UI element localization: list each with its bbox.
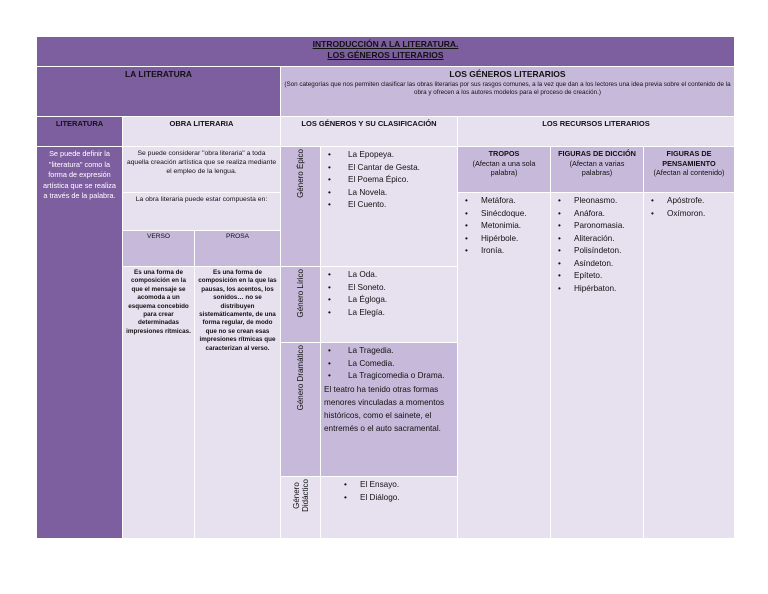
genero-lirico-list-cell (321, 267, 458, 343)
obra-compuesta: La obra literaria puede estar compuesta en: (123, 193, 281, 231)
verso-definition: Es una forma de composición en la que el mensaje se acomoda a un esquema concebido para crear determinadas impresiones rítmicas. (123, 267, 195, 539)
list-item: • Apóstrofe. (651, 195, 731, 208)
list-item: • El Cuento. (328, 199, 454, 212)
pensamiento-sub: (Afectan al contenido) (653, 168, 725, 177)
genero-epico-list-cell (321, 147, 458, 267)
list-item: • Aliteración. (558, 233, 640, 246)
diccion-title: FIGURAS DE DICCIÓN (558, 149, 636, 158)
list-item: • Oxímoron. (651, 208, 731, 221)
list-item: • La Elegía. (328, 307, 454, 320)
dramatico-note: El teatro ha tenido otras formas menores vinculadas a momentos históricos, como el sainete, el entremés o el auto sacramental. (324, 384, 445, 433)
col-recursos: LOS RECURSOS LITERARIOS (458, 117, 735, 147)
list-item: • Hipérbaton. (558, 283, 640, 296)
list-item: • El Cantar de Gesta. (328, 162, 454, 175)
genero-lirico-label-cell (281, 267, 321, 343)
list-item: • La Epopeya. (328, 149, 454, 162)
pensamiento-title: FIGURAS DE PENSAMIENTO (662, 149, 716, 168)
genero-lirico-label: Género Lírico (296, 269, 305, 318)
title-line-1: INTRODUCCIÓN A LA LITERATURA. (312, 39, 459, 49)
verso-label: VERSO (123, 231, 195, 267)
generos-header-cell (281, 67, 735, 117)
la-literatura-header: LA LITERATURA (37, 67, 281, 117)
generos-description: (Son categorías que nos permiten clasificar las obras literarias por sus rasgos comunes, a la vez que dan a los lectores una idea previa sobre el contenido de la obra y ofrecen a los autores modelos para el proceso de creación.) (284, 81, 731, 97)
list-item: • Pleonasmo. (558, 195, 640, 208)
pensamiento-list-cell (644, 193, 735, 539)
genero-didactico-list (324, 479, 454, 504)
list-item: • El Soneto. (328, 282, 454, 295)
page-title (37, 37, 735, 67)
genero-didactico-label (292, 479, 310, 512)
prosa-label: PROSA (195, 231, 281, 267)
genero-lirico-list (324, 269, 454, 319)
tropos-title: TROPOS (488, 149, 520, 158)
list-item: • La Comedia. (328, 358, 454, 371)
list-item: • Hipérbole. (465, 233, 547, 246)
genero-epico-list (324, 149, 454, 212)
literatura-definition: Se puede definir la "literatura" como la forma de expresión artística que se realiza a través de la palabra. (37, 147, 123, 539)
list-item: • La Tragedia. (328, 345, 454, 358)
diccion-header (551, 147, 644, 193)
genero-didactico-label-cell (281, 477, 321, 539)
list-item: • El Ensayo. (344, 479, 454, 492)
list-item: • La Tragicomedia o Drama. (328, 370, 454, 383)
obra-definition: Se puede considerar "obra literaria" a toda aquella creación artística que se realiza mediante el empleo de la lengua. (123, 147, 281, 193)
diccion-list (554, 195, 640, 295)
tropos-header (458, 147, 551, 193)
genero-dramatico-list (324, 345, 454, 383)
col-literatura: LITERATURA (37, 117, 123, 147)
list-item: • El Diálogo. (344, 492, 454, 505)
genero-didactico-list-cell (321, 477, 458, 539)
tropos-sub: (Afectan a una sola palabra) (472, 158, 536, 177)
list-item: • Metáfora. (465, 195, 547, 208)
literature-summary-table (36, 36, 735, 539)
diccion-list-cell (551, 193, 644, 539)
didactico-line-2: Didáctico (300, 479, 310, 512)
col-obra-literaria: OBRA LITERARIA (123, 117, 281, 147)
list-item: • La Égloga. (328, 294, 454, 307)
list-item: • Epíteto. (558, 270, 640, 283)
list-item: • Asíndeton. (558, 258, 640, 271)
list-item: • Paronomasia. (558, 220, 640, 233)
genero-dramatico-label: Género Dramático (296, 345, 305, 411)
prosa-definition: Es una forma de composición en la que las pausas, los acentos, los sonidos… no se distribuyen sistemáticamente, de una forma regular, de modo que no se crean esas impresiones rítmicas que caracterizan al verso. (195, 267, 281, 539)
list-item: • Polisíndeton. (558, 245, 640, 258)
generos-title: LOS GÉNEROS LITERARIOS (449, 69, 566, 79)
diccion-sub: (Afectan a varias palabras) (569, 158, 625, 177)
didactico-line-1: Género (291, 482, 301, 509)
list-item: • Ironía. (465, 245, 547, 258)
genero-epico-label: Género Épico (296, 149, 305, 198)
pensamiento-list (647, 195, 731, 220)
list-item: • Metonimia. (465, 220, 547, 233)
title-line-2: LOS GÉNEROS LITERARIOS (327, 50, 444, 60)
tropos-list (461, 195, 547, 258)
list-item: • El Poema Épico. (328, 174, 454, 187)
genero-dramatico-cell (321, 343, 458, 477)
genero-epico-label-cell (281, 147, 321, 267)
list-item: • La Novela. (328, 187, 454, 200)
list-item: • La Oda. (328, 269, 454, 282)
col-clasificacion: LOS GÉNEROS Y SU CLASIFICACIÓN (281, 117, 458, 147)
genero-dramatico-label-cell (281, 343, 321, 477)
list-item: • Sinécdoque. (465, 208, 547, 221)
pensamiento-header (644, 147, 735, 193)
list-item: • Anáfora. (558, 208, 640, 221)
tropos-list-cell (458, 193, 551, 539)
